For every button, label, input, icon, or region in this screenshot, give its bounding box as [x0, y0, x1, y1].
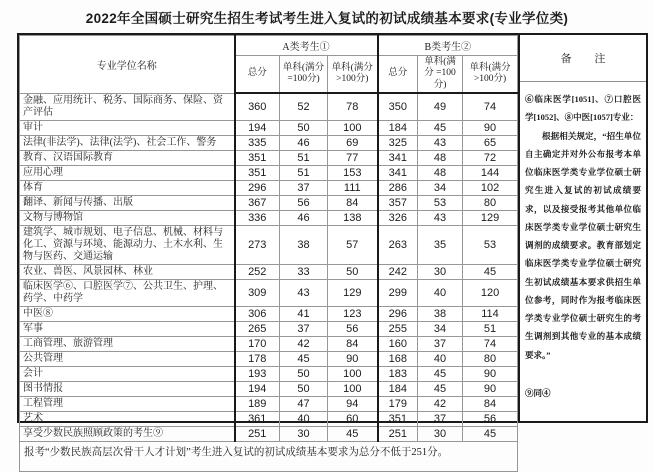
a-subject-100-score: 42: [280, 336, 328, 351]
a-subject-gt100-score: 60: [328, 411, 378, 426]
degree-category-name: 临床医学⑥、口腔医学⑦、公共卫生、护理、药学、中药学: [20, 279, 235, 306]
table-row: [20, 180, 518, 195]
b-subject-100-score: 43: [418, 210, 463, 225]
col-header-b-sub100: 单科(满分 =100分): [418, 56, 463, 94]
remark-heading: ⑥临床医学[1051]、⑦口腔医学[1052]、⑧中医[1057]专业：: [525, 94, 641, 123]
b-subject-gt100-score: 90: [463, 120, 518, 135]
degree-category-name: 应用心理: [20, 165, 235, 180]
b-subject-gt100-score: 74: [463, 336, 518, 351]
b-total-score: 296: [378, 306, 418, 321]
remark-cross-reference: ⑨同④: [525, 387, 551, 398]
table-row: [20, 93, 518, 120]
a-total-score: 178: [235, 351, 280, 366]
a-subject-gt100-score: 50: [328, 264, 378, 279]
b-subject-100-score: 45: [418, 366, 463, 381]
b-total-score: 160: [378, 336, 418, 351]
table-row: [20, 195, 518, 210]
b-subject-100-score: 30: [418, 264, 463, 279]
b-subject-gt100-score: 65: [463, 135, 518, 150]
degree-category-name: 享受少数民族照顾政策的考生⑨: [20, 426, 235, 441]
b-subject-100-score: 35: [418, 225, 463, 264]
table-row: [20, 336, 518, 351]
b-subject-100-score: 37: [418, 411, 463, 426]
table-row: [20, 411, 518, 426]
b-subject-gt100-score: 80: [463, 195, 518, 210]
b-subject-gt100-score: 80: [463, 351, 518, 366]
a-total-score: 335: [235, 135, 280, 150]
a-subject-gt100-score: 153: [328, 165, 378, 180]
b-total-score: 168: [378, 351, 418, 366]
a-subject-100-score: 51: [280, 150, 328, 165]
a-subject-gt100-score: 90: [328, 351, 378, 366]
b-subject-100-score: 45: [418, 381, 463, 396]
b-subject-100-score: 43: [418, 135, 463, 150]
degree-category-name: 图书情报: [20, 381, 235, 396]
remarks-text: [520, 82, 646, 421]
a-subject-gt100-score: 69: [328, 135, 378, 150]
table-footer-note-section: [20, 441, 518, 471]
b-subject-gt100-score: 120: [463, 279, 518, 306]
table-row: [20, 210, 518, 225]
a-total-score: 306: [235, 306, 280, 321]
b-total-score: 286: [378, 180, 418, 195]
a-total-score: 193: [235, 366, 280, 381]
a-total-score: 252: [235, 264, 280, 279]
b-total-score: 357: [378, 195, 418, 210]
b-subject-100-score: 49: [418, 93, 463, 120]
b-subject-100-score: 38: [418, 306, 463, 321]
results-table: [19, 35, 518, 472]
degree-category-name: 金融、应用统计、税务、国际商务、保险、资产评估: [20, 93, 235, 120]
table-body: [20, 93, 518, 441]
a-subject-gt100-score: 45: [328, 426, 378, 441]
a-subject-100-score: 46: [280, 210, 328, 225]
a-subject-gt100-score: 57: [328, 225, 378, 264]
col-header-a-sub100: 单科(满分 =100分): [280, 56, 328, 94]
a-subject-100-score: 45: [280, 351, 328, 366]
b-subject-100-score: 42: [418, 396, 463, 411]
b-subject-gt100-score: 45: [463, 264, 518, 279]
a-total-score: 194: [235, 120, 280, 135]
remark-paragraph: 根据相关规定，“招生单位自主确定并对外公布报考本单位临床医学类专业学位硕士研究生进入复试的初试成绩要求，以及接受报考其他单位临床医学类专业学位硕士研究生调剂的成绩要求。教育部划定临床医学类专业学位硕士研究生初试成绩基本要求供招生单位参考，同时作为报考临床医学类专业学位硕士研究生的考生调剂到其他专业的基本成绩要求。”: [525, 130, 641, 360]
col-header-a-total: 总分: [235, 56, 280, 94]
a-subject-gt100-score: 94: [328, 396, 378, 411]
b-subject-gt100-score: 102: [463, 180, 518, 195]
a-subject-100-score: 37: [280, 321, 328, 336]
degree-category-name: 艺术: [20, 411, 235, 426]
a-subject-gt100-score: 56: [328, 321, 378, 336]
degree-category-name: 会计: [20, 366, 235, 381]
a-total-score: 309: [235, 279, 280, 306]
b-total-score: 242: [378, 264, 418, 279]
table-row: [20, 396, 518, 411]
b-subject-gt100-score: 90: [463, 366, 518, 381]
b-subject-gt100-score: 45: [463, 426, 518, 441]
a-total-score: 296: [235, 180, 280, 195]
b-subject-gt100-score: 51: [463, 321, 518, 336]
b-total-score: 184: [378, 381, 418, 396]
b-total-score: 263: [378, 225, 418, 264]
a-total-score: 360: [235, 93, 280, 120]
b-subject-gt100-score: 90: [463, 381, 518, 396]
b-subject-gt100-score: 144: [463, 165, 518, 180]
a-subject-gt100-score: 100: [328, 366, 378, 381]
a-total-score: 170: [235, 336, 280, 351]
col-header-a-subgt100: 单科(满分 >100分): [328, 56, 378, 94]
table-row: [20, 381, 518, 396]
b-subject-100-score: 45: [418, 120, 463, 135]
a-total-score: 351: [235, 165, 280, 180]
degree-category-name: 教育、汉语国际教育: [20, 150, 235, 165]
a-subject-100-score: 43: [280, 279, 328, 306]
a-subject-100-score: 51: [280, 165, 328, 180]
score-requirements-table: [17, 33, 648, 458]
b-subject-100-score: 53: [418, 195, 463, 210]
a-total-score: 265: [235, 321, 280, 336]
degree-category-name: 文物与博物馆: [20, 210, 235, 225]
a-subject-100-score: 46: [280, 135, 328, 150]
table-row: [20, 351, 518, 366]
footer-note-row: [20, 441, 518, 471]
a-subject-100-score: 50: [280, 381, 328, 396]
b-subject-gt100-score: 56: [463, 411, 518, 426]
b-total-score: 325: [378, 135, 418, 150]
b-total-score: 255: [378, 321, 418, 336]
b-subject-gt100-score: 53: [463, 225, 518, 264]
b-subject-100-score: 30: [418, 426, 463, 441]
col-header-group-a: A类考生①: [235, 36, 378, 56]
a-subject-gt100-score: 111: [328, 180, 378, 195]
a-total-score: 351: [235, 150, 280, 165]
page-title: 2022年全国硕士研究生招生考试考生进入复试的初试成绩基本要求(专业学位类): [85, 11, 569, 26]
degree-category-name: 审计: [20, 120, 235, 135]
b-total-score: 351: [378, 411, 418, 426]
a-subject-100-score: 50: [280, 366, 328, 381]
a-subject-gt100-score: 84: [328, 336, 378, 351]
table-row: [20, 426, 518, 441]
b-total-score: 183: [378, 366, 418, 381]
b-total-score: 184: [378, 120, 418, 135]
degree-category-name: 建筑学、城市规划、电子信息、机械、材料与化工、资源与环境、能源动力、土木水利、生物与医药、交通运输: [20, 225, 235, 264]
b-subject-gt100-score: 72: [463, 150, 518, 165]
degree-category-name: 农业、兽医、风景园林、林业: [20, 264, 235, 279]
degree-category-name: 公共管理: [20, 351, 235, 366]
b-total-score: 251: [378, 426, 418, 441]
b-subject-100-score: 34: [418, 321, 463, 336]
degree-category-name: 中医⑧: [20, 306, 235, 321]
degree-category-name: 工商管理、旅游管理: [20, 336, 235, 351]
b-total-score: 350: [378, 93, 418, 120]
table-row: [20, 150, 518, 165]
a-total-score: 251: [235, 426, 280, 441]
degree-category-name: 军事: [20, 321, 235, 336]
col-header-b-total: 总分: [378, 56, 418, 94]
remarks-column: [518, 35, 646, 421]
b-subject-gt100-score: 84: [463, 396, 518, 411]
a-subject-100-score: 52: [280, 93, 328, 120]
a-subject-100-score: 33: [280, 264, 328, 279]
table-header: [20, 36, 518, 94]
b-total-score: 299: [378, 279, 418, 306]
col-header-b-subgt100: 单科(满分 >100分): [463, 56, 518, 94]
b-subject-100-score: 40: [418, 279, 463, 306]
table-row: [20, 306, 518, 321]
table-row: [20, 279, 518, 306]
degree-category-name: 体育: [20, 180, 235, 195]
degree-category-name: 翻译、新闻与传播、出版: [20, 195, 235, 210]
a-subject-gt100-score: 138: [328, 210, 378, 225]
b-subject-100-score: 40: [418, 351, 463, 366]
b-subject-100-score: 48: [418, 165, 463, 180]
a-total-score: 194: [235, 381, 280, 396]
col-header-degree-name: 专业学位名称: [20, 36, 235, 94]
b-total-score: 341: [378, 165, 418, 180]
a-subject-100-score: 38: [280, 225, 328, 264]
a-total-score: 273: [235, 225, 280, 264]
b-subject-100-score: 34: [418, 180, 463, 195]
table-row: [20, 165, 518, 180]
a-subject-100-score: 40: [280, 411, 328, 426]
table-row: [20, 264, 518, 279]
col-header-group-b: B类考生②: [378, 36, 518, 56]
a-subject-100-score: 41: [280, 306, 328, 321]
a-subject-100-score: 56: [280, 195, 328, 210]
footer-note: 报考“少数民族高层次骨干人才计划”考生进入复试的初试成绩基本要求为总分不低于251分。: [20, 441, 518, 471]
a-subject-gt100-score: 100: [328, 120, 378, 135]
a-subject-100-score: 30: [280, 426, 328, 441]
b-subject-100-score: 48: [418, 150, 463, 165]
b-total-score: 341: [378, 150, 418, 165]
table-row: [20, 321, 518, 336]
table-row: [20, 135, 518, 150]
a-total-score: 367: [235, 195, 280, 210]
a-subject-100-score: 37: [280, 180, 328, 195]
b-total-score: 179: [378, 396, 418, 411]
a-subject-gt100-score: 129: [328, 279, 378, 306]
b-subject-gt100-score: 74: [463, 93, 518, 120]
a-subject-gt100-score: 78: [328, 93, 378, 120]
a-subject-gt100-score: 84: [328, 195, 378, 210]
a-total-score: 189: [235, 396, 280, 411]
degree-category-name: 法律(非法学)、法律(法学)、社会工作、警务: [20, 135, 235, 150]
a-total-score: 361: [235, 411, 280, 426]
a-subject-gt100-score: 100: [328, 381, 378, 396]
b-subject-100-score: 37: [418, 336, 463, 351]
degree-category-name: 工程管理: [20, 396, 235, 411]
a-subject-gt100-score: 123: [328, 306, 378, 321]
table-row: [20, 225, 518, 264]
table-row: [20, 120, 518, 135]
a-subject-100-score: 50: [280, 120, 328, 135]
col-header-remarks: 备 注: [520, 35, 646, 82]
b-total-score: 326: [378, 210, 418, 225]
a-total-score: 336: [235, 210, 280, 225]
table-main-area: [19, 35, 518, 458]
b-subject-gt100-score: 114: [463, 306, 518, 321]
a-subject-gt100-score: 77: [328, 150, 378, 165]
a-subject-100-score: 47: [280, 396, 328, 411]
b-subject-gt100-score: 129: [463, 210, 518, 225]
table-row: [20, 366, 518, 381]
